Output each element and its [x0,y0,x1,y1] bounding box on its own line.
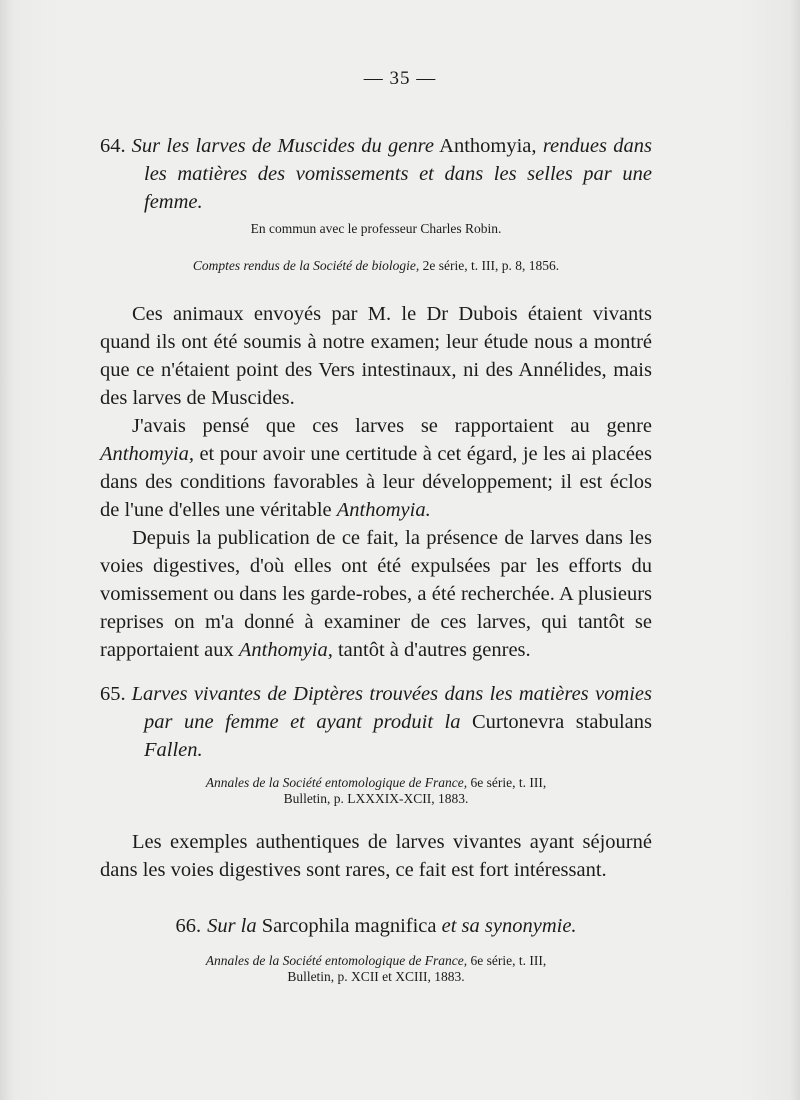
entry-64-paragraph-1: Ces animaux envoyés par M. le Dr Dubois étaient vivants quand ils ont été soumis à notre examen; leur étude nous a montré que ce n'étaient point des Vers intestinaux, ni des Annélides, mais des larves de Muscides. [100,303,652,409]
entry-64-title-part-c: rendues dans les matières des vomissements et dans les selles par une femme. [144,135,652,213]
entry-66-reference-line-2: Bulletin, p. XCII et XCIII, 1883. [287,969,465,984]
entry-64-reference-block [100,258,652,274]
entry-64-genus: Anthomyia, [439,135,537,157]
entry-64-title-part-a: Sur les larves de Muscides du genre [131,135,434,157]
entry-66-ref-detail-1: 6e série, t. III, [470,953,547,968]
entry-65-title-part-a: Larves vivantes de Diptères trouvées dans les matières vomies par une femme et ayant produit la [131,683,652,733]
entry-65-number: 65. [100,683,126,705]
entry-66-reference-line-1 [100,953,652,969]
entry-64-p2-a: J'avais pensé que ces larves se rapportaient au genre [132,415,652,437]
entry-64-p3-genus: Anthomyia, [238,639,333,661]
entry-65-title [100,680,652,764]
entry-64-paragraph-2 [100,412,652,524]
entry-66-title-part-a: Sur la [207,915,257,937]
entry-64-coauthor-block [100,221,652,237]
entry-66-number: 66. [175,915,202,937]
entry-64-paragraph-3 [100,524,652,664]
entry-64-body [100,300,652,664]
entry-66-reference-block [100,953,652,985]
entry-64-p2-genus: Anthomyia, [100,443,194,465]
entry-64-p2-genus-2: Anthomyia. [336,499,431,521]
entry-65-reference-line-2: Bulletin, p. LXXXIX-XCII, 1883. [283,791,469,806]
entry-65-title-block [100,680,652,764]
entry-66-title-block [100,912,652,940]
entry-64-p2-c: et pour avoir une certitude à cet égard, je les ai placées dans des conditions favorables à leur développement; il est éclos de l'une d'elles une véritable [100,443,653,521]
entry-64-reference [100,258,652,274]
entry-65-species: Curtonevra stabulans [471,711,652,733]
entry-66-ref-source: Annales de la Société entomologique de France, [205,953,468,968]
entry-65-body [100,828,652,884]
entry-66-title [100,912,652,940]
entry-66-species: Sarcophila magnifica [261,915,437,937]
entry-64-ref-detail: 2e série, t. III, p. 8, 1856. [422,258,560,273]
entry-64-title [100,132,652,216]
entry-64-number: 64. [100,135,126,157]
entry-66-title-part-c: et sa synonymie. [441,915,577,937]
entry-64-title-block [100,132,652,216]
entry-65-reference-line-1 [100,775,652,791]
entry-64-coauthor: En commun avec le professeur Charles Robin. [250,221,502,236]
entry-65-ref-detail-1: 6e série, t. III, [470,775,547,790]
entry-64-p3-c: tantôt à d'autres genres. [337,639,531,661]
page-number: — 35 — [363,68,437,89]
entry-65-reference-block [100,775,652,807]
entry-65-paragraph-1: Les exemples authentiques de larves vivantes ayant séjourné dans les voies digestives sont rares, ce fait est fort intéressant. [100,831,652,881]
entry-64-p3-a: Depuis la publication de ce fait, la présence de larves dans les voies digestives, d'où elles ont été expulsées par les efforts du vomissement ou dans les garde-robes, a été recherchée. A plusieurs reprises on m'a donné à examiner de ces larves, qui tantôt se rapportaient aux [100,527,652,661]
entry-65-ref-source: Annales de la Société entomologique de France, [205,775,468,790]
entry-65-title-part-c: Fallen. [144,739,203,761]
entry-64-ref-source: Comptes rendus de la Société de biologie, [192,258,420,273]
